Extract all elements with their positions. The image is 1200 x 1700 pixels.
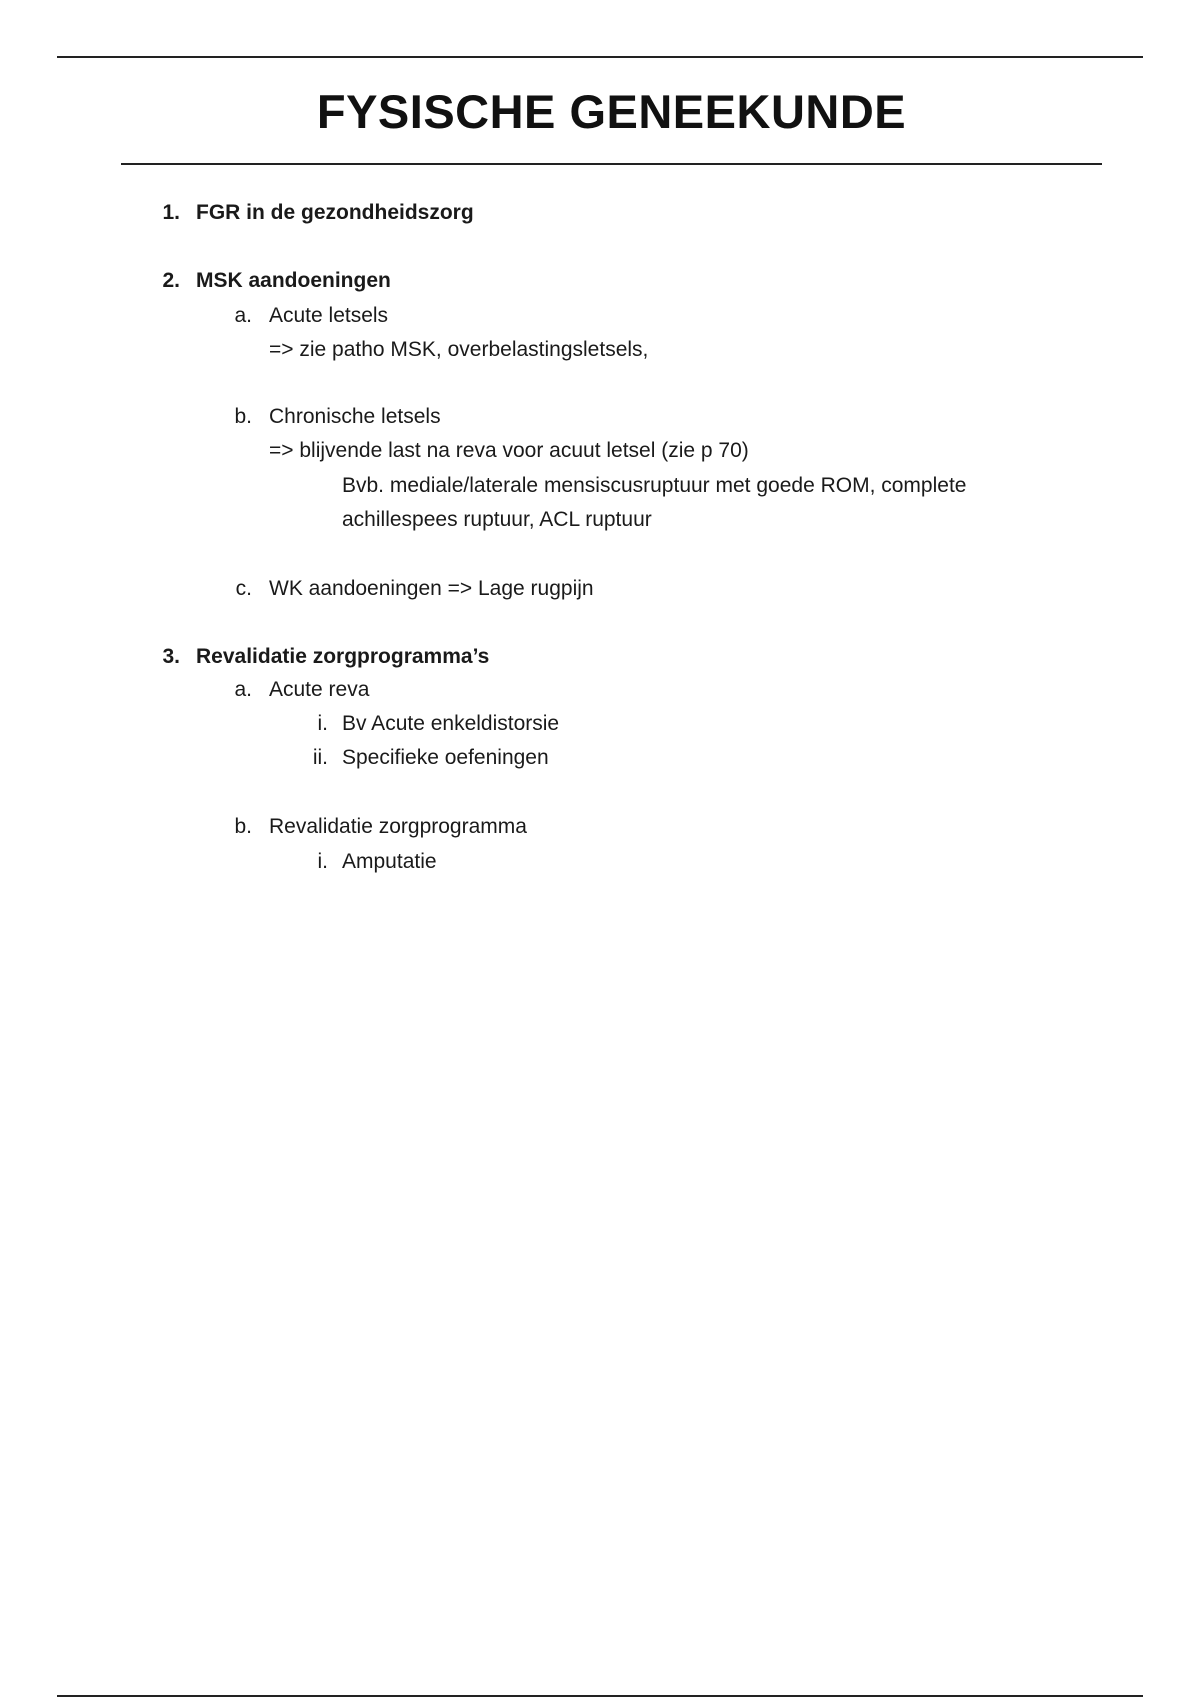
subitem-2b-example-line-2: achillespees ruptuur, ACL ruptuur: [342, 508, 652, 531]
subitem-marker: a.: [234, 304, 252, 327]
subitem-marker: b.: [234, 405, 252, 428]
subitem-3b: [234, 814, 527, 840]
subitem-label: WK aandoeningen => Lage rugpijn: [269, 577, 594, 600]
subsubitem-marker: i.: [317, 850, 328, 873]
subitem-marker: c.: [235, 577, 252, 600]
subitem-label: Revalidatie zorgprogramma: [269, 815, 527, 838]
subitem-2c: [235, 576, 594, 602]
subitem-2a: [234, 303, 389, 329]
top-rule: [57, 56, 1143, 58]
subitem-label: Acute reva: [269, 678, 370, 701]
subsubitem-label: Specifieke oefeningen: [342, 746, 549, 769]
subitem-2b: [234, 404, 441, 430]
subsubitem-3b-i: [317, 849, 437, 875]
title-underline: [121, 163, 1102, 165]
subsubitem-label: Bv Acute enkeldistorsie: [342, 712, 560, 735]
subsubitem-label: Amputatie: [342, 850, 437, 873]
page-title: FYSISCHE GENEEKUNDE: [316, 85, 907, 138]
subsubitem-marker: i.: [317, 712, 328, 735]
subsubitem-marker: ii.: [312, 746, 328, 769]
subitem-2a-note: => zie patho MSK, overbelastingsletsels,: [269, 338, 649, 361]
section-number: 2.: [162, 269, 180, 292]
subitem-3a: [234, 677, 370, 703]
subsubitem-3a-i: [317, 711, 560, 737]
subitem-2b-note: => blijvende last na reva voor acuut letsel (zie p 70): [269, 439, 749, 462]
section-number: 1.: [162, 201, 180, 224]
subitem-label: Acute letsels: [269, 304, 389, 327]
section-number: 3.: [162, 645, 180, 668]
bottom-rule: [57, 1695, 1143, 1697]
subitem-2b-example-line-1: Bvb. mediale/laterale mensiscusruptuur met goede ROM, complete: [342, 474, 967, 497]
section-3-heading: [162, 644, 490, 670]
subitem-marker: a.: [234, 678, 252, 701]
subitem-marker: b.: [234, 815, 252, 838]
subitem-label: Chronische letsels: [269, 405, 441, 428]
section-2-heading: [162, 268, 391, 294]
section-title: MSK aandoeningen: [196, 269, 391, 292]
subsubitem-3a-ii: [312, 745, 549, 771]
section-title: FGR in de gezondheidszorg: [196, 201, 474, 224]
section-title: Revalidatie zorgprogramma’s: [196, 645, 490, 668]
section-1-heading: [162, 200, 474, 226]
